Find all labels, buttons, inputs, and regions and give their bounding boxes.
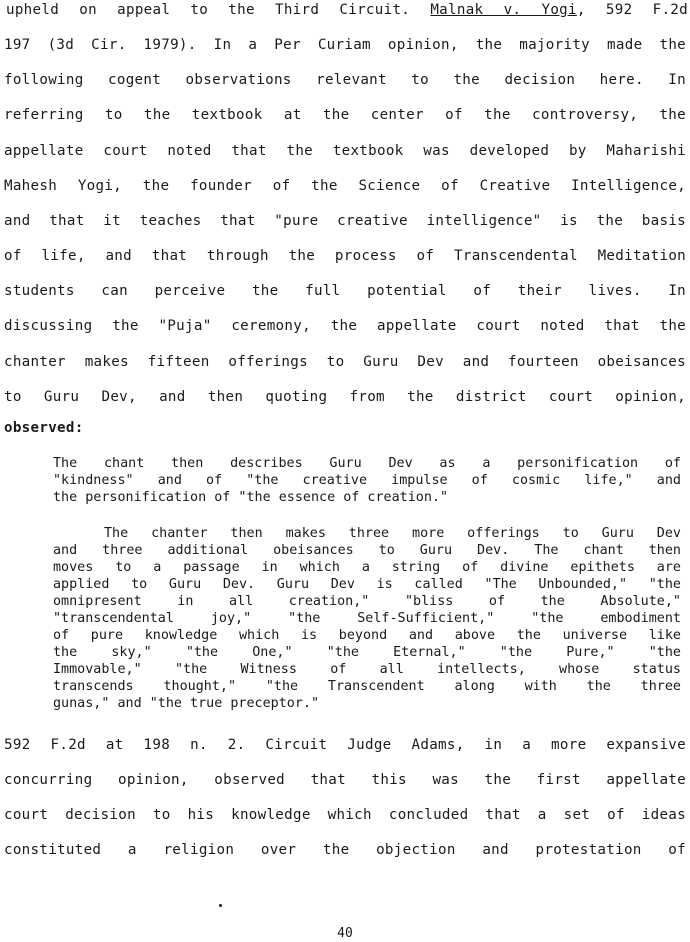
text-fragment: upheld on appeal to the Third Circuit. (6, 2, 411, 18)
text-line: and that it teaches that "pure creative intelligence" is the basis (4, 213, 686, 229)
quote-line: moves to a passage in which a string of divine epithets are (53, 560, 681, 575)
stray-mark (219, 904, 222, 907)
text-line: 592 F.2d at 198 n. 2. Circuit Judge Adams, in a more expansive (4, 737, 686, 753)
text-line: 197 (3d Cir. 1979). In a Per Curiam opinion, the majority made the (4, 37, 686, 53)
quote-line: omnipresent in all creation," "bliss of the Absolute," (53, 594, 681, 609)
text-line: concurring opinion, observed that this was the first appellate (4, 772, 686, 788)
text-line (6, 0, 688, 20)
quote-line: the personification of "the essence of creation." (53, 490, 449, 505)
text-line: discussing the "Puja" ceremony, the appellate court noted that the (4, 318, 686, 334)
page-number: 40 (337, 926, 353, 941)
text-line: of life, and that through the process of Transcendental Meditation (4, 248, 686, 264)
quote-line: "transcendental joy," "the Self-Sufficient," "the embodiment (53, 611, 681, 626)
text-fragment: , 592 F.2d (576, 2, 688, 18)
quote-line: applied to Guru Dev. Guru Dev is called "The Unbounded," "the (53, 577, 681, 592)
text-line: to Guru Dev, and then quoting from the district court opinion, (4, 389, 686, 405)
text-line: following cogent observations relevant to the decision here. In (4, 72, 686, 88)
quote-line: of pure knowledge which is beyond and above the universe like (53, 628, 681, 643)
quote-line: The chanter then makes three more offerings to Guru Dev (104, 526, 681, 541)
text-line: Mahesh Yogi, the founder of the Science of Creative Intelligence, (4, 178, 686, 194)
case-citation: Malnak v. Yogi (430, 2, 577, 18)
text-line: appellate court noted that the textbook was developed by Maharishi (4, 143, 686, 159)
text-line: observed: (4, 420, 84, 436)
quote-line: The chant then describes Guru Dev as a personification of (53, 456, 681, 471)
quote-line: "kindness" and of "the creative impulse of cosmic life," and (53, 473, 681, 488)
text-line: constituted a religion over the objection and protestation of (4, 842, 686, 858)
text-line: chanter makes fifteen offerings to Guru Dev and fourteen obeisances (4, 354, 686, 370)
text-line: referring to the textbook at the center of the controversy, the (4, 107, 686, 123)
text-line: students can perceive the full potential of their lives. In (4, 283, 686, 299)
quote-line: Immovable," "the Witness of all intellects, whose status (53, 662, 681, 677)
quote-line: the sky," "the One," "the Eternal," "the Pure," "the (53, 645, 681, 660)
text-line: court decision to his knowledge which concluded that a set of ideas (4, 807, 686, 823)
quote-line: and three additional obeisances to Guru Dev. The chant then (53, 543, 681, 558)
quote-line: transcends thought," "the Transcendent along with the three (53, 679, 681, 694)
quote-line: gunas," and "the true preceptor." (53, 696, 320, 711)
